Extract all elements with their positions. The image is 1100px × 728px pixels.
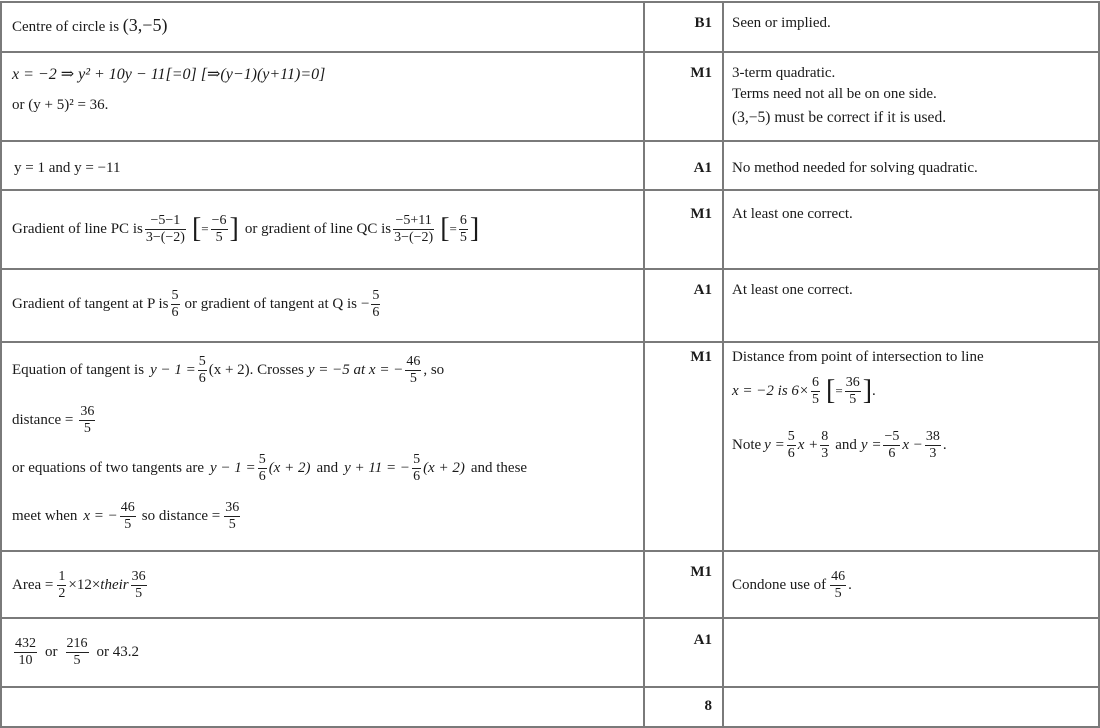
- working-expr: (3,−5): [122, 15, 168, 35]
- numerator: −5−1: [145, 213, 186, 230]
- comment-area: [732, 565, 852, 605]
- expr: x = −: [83, 507, 118, 524]
- denominator: 5: [834, 585, 842, 601]
- fraction: [925, 429, 941, 462]
- mark-m1: M1: [690, 564, 712, 580]
- fraction: [883, 429, 900, 462]
- fraction: [224, 500, 240, 533]
- comment-centre: Seen or implied.: [732, 15, 831, 31]
- denominator: 5: [409, 370, 417, 386]
- working-text: Centre of circle is: [12, 19, 120, 35]
- denominator: 5: [812, 391, 820, 407]
- working-area: [12, 565, 149, 605]
- quadratic-expression: x = −2 ⇒ y² + 10y − 11[=0]: [12, 66, 197, 83]
- working-answer: [12, 632, 139, 672]
- column-divider: [0, 1, 2, 728]
- denominator: 3: [821, 445, 829, 461]
- denominator: 5: [83, 420, 91, 436]
- working-quadratic-line2: or (y + 5)² = 36.: [12, 97, 109, 113]
- factorised-expression: [⇒(y−1)(y+11)=0]: [200, 66, 326, 83]
- row-divider: [0, 189, 1100, 191]
- working-tangent-line4: [12, 496, 242, 536]
- bracket-close: ]: [469, 213, 480, 244]
- pc-fraction: [145, 213, 186, 246]
- expr: y − 1 =: [210, 459, 256, 476]
- mark-b1: B1: [694, 15, 712, 31]
- bracket-close: ]: [862, 375, 873, 406]
- denominator: 10: [18, 652, 33, 668]
- qc-simplified: [459, 213, 468, 246]
- comment-gradient-radius: At least one correct.: [732, 206, 853, 222]
- text: or: [45, 643, 58, 660]
- column-divider: [643, 1, 645, 728]
- mark-a1: A1: [693, 160, 712, 176]
- expr: y − 1 =: [150, 361, 196, 378]
- text: .: [848, 576, 852, 593]
- expr: x −: [902, 436, 923, 453]
- denominator: 5: [849, 391, 857, 407]
- fraction: [57, 569, 66, 602]
- text: , so: [423, 361, 445, 378]
- mark-a1: A1: [693, 282, 712, 298]
- comment-gradient-tangent: At least one correct.: [732, 282, 853, 298]
- text: Note: [732, 436, 762, 453]
- working-gradient-radius: [12, 207, 479, 251]
- numerator: 5: [372, 287, 380, 303]
- working-quadratic-line1: [12, 64, 325, 84]
- denominator: 5: [135, 585, 143, 601]
- row-divider: [0, 1, 1100, 3]
- text: .: [942, 436, 947, 453]
- fraction: [830, 569, 846, 602]
- denominator: 6: [787, 445, 795, 461]
- denominator: 3−(−2): [394, 229, 434, 245]
- column-divider: [722, 1, 724, 728]
- mark-m1: M1: [690, 349, 712, 365]
- denominator: 5: [228, 516, 236, 532]
- bracket-open: [: [191, 213, 202, 244]
- bracket-open: [: [440, 213, 450, 244]
- numerator: 5: [171, 287, 179, 303]
- text: so distance =: [141, 507, 221, 524]
- text: Area =: [12, 576, 54, 593]
- row-divider: [0, 268, 1100, 270]
- numerator: 6: [812, 374, 820, 390]
- numerator: 5: [413, 451, 421, 467]
- equals: =: [201, 221, 209, 236]
- working-solutions: y = 1 and y = −11: [14, 160, 121, 176]
- q-gradient: [371, 288, 380, 321]
- fraction: [79, 404, 95, 437]
- numerator: 6: [459, 212, 467, 228]
- expr: x +: [797, 436, 819, 453]
- row-divider: [0, 140, 1100, 142]
- fraction: [787, 429, 796, 462]
- working-tangent-line1: [12, 350, 444, 390]
- fraction: [412, 452, 421, 485]
- fraction: [131, 569, 147, 602]
- row-divider: [0, 341, 1100, 343]
- text: or 43.2: [96, 643, 139, 660]
- fraction: [258, 452, 267, 485]
- numerator: −5: [884, 428, 900, 444]
- expr: (x + 2): [423, 459, 465, 476]
- comment-line: [732, 372, 876, 410]
- mark-m1: M1: [690, 65, 712, 81]
- text: meet when: [12, 507, 78, 524]
- fraction: [198, 354, 207, 387]
- numerator: 36: [225, 499, 240, 515]
- denominator: 6: [413, 468, 421, 484]
- fraction: [405, 354, 421, 387]
- total-marks: 8: [704, 698, 712, 714]
- numerator: 432: [15, 635, 36, 651]
- denominator: 6: [171, 304, 179, 320]
- text: .: [872, 382, 876, 399]
- mark-a1: A1: [693, 632, 712, 648]
- denominator: 3−(−2): [145, 229, 185, 245]
- fraction: [14, 636, 37, 669]
- numerator: 46: [406, 353, 421, 369]
- qc-label: or gradient of line QC is: [244, 220, 392, 237]
- text: and: [316, 459, 339, 476]
- expr: (x + 2): [268, 459, 311, 476]
- text: and these: [470, 459, 528, 476]
- denominator: 6: [888, 445, 896, 461]
- numerator: −6: [211, 212, 227, 228]
- fraction: [66, 636, 89, 669]
- expr: y =: [860, 436, 882, 453]
- equals: =: [449, 221, 457, 236]
- comment-line: [732, 425, 947, 465]
- qc-fraction: [393, 213, 434, 246]
- working-gradient-tangent: [12, 284, 382, 324]
- numerator: 216: [66, 635, 88, 651]
- comment-line: Distance from point of intersection to line: [732, 349, 984, 365]
- row-divider: [0, 686, 1100, 688]
- text: or equations of two tangents are: [12, 459, 205, 476]
- denominator: 5: [73, 652, 81, 668]
- row-divider: [0, 550, 1100, 552]
- comment-line: (3,−5) must be correct if it is used.: [732, 109, 947, 126]
- minus-sign: −: [360, 295, 370, 312]
- comment-line: Terms need not all be on one side.: [732, 86, 937, 102]
- denominator: 5: [124, 516, 132, 532]
- comment-solutions: No method needed for solving quadratic.: [732, 160, 978, 176]
- mark-m1: M1: [690, 206, 712, 222]
- fraction: [845, 375, 861, 408]
- denominator: 5: [215, 229, 223, 245]
- expr: y =: [764, 436, 785, 453]
- numerator: 38: [925, 428, 940, 444]
- numerator: 36: [131, 568, 146, 584]
- denominator: 2: [58, 585, 66, 601]
- numerator: 5: [258, 451, 266, 467]
- denominator: 6: [372, 304, 380, 320]
- p-gradient: [171, 288, 180, 321]
- numerator: 1: [58, 568, 66, 584]
- their-text: their: [100, 576, 129, 593]
- numerator: −5+11: [393, 213, 434, 230]
- equals: =: [835, 383, 843, 398]
- pc-simplified: [211, 213, 228, 246]
- numerator: 5: [787, 428, 795, 444]
- row-divider: [0, 51, 1100, 53]
- denominator: 5: [459, 229, 467, 245]
- comment-line: 3-term quadratic.: [732, 65, 836, 81]
- working-centre: [12, 15, 167, 36]
- working-tangent-line2: [12, 400, 97, 440]
- denominator: 6: [258, 468, 266, 484]
- numerator: 36: [845, 374, 860, 390]
- denominator: 6: [198, 370, 206, 386]
- p-label: Gradient of tangent at P is: [12, 295, 169, 312]
- q-label: or gradient of tangent at Q is: [184, 295, 357, 312]
- text: Equation of tangent is: [12, 361, 145, 378]
- text: (x + 2). Crosses: [208, 361, 304, 378]
- numerator: 46: [831, 568, 846, 584]
- numerator: 46: [120, 499, 135, 515]
- denominator: 3: [929, 445, 937, 461]
- text: distance =: [12, 411, 74, 428]
- expr: x = −2 is 6×: [732, 382, 810, 399]
- numerator: 5: [198, 353, 206, 369]
- expr: ×12×: [68, 576, 101, 593]
- row-divider: [0, 617, 1100, 619]
- working-tangent-line3: [12, 448, 527, 488]
- fraction: [811, 375, 820, 408]
- bracket-open: [: [826, 375, 836, 406]
- text: and: [835, 436, 857, 453]
- bracket-close: ]: [229, 213, 239, 244]
- expr: y = −5 at x = −: [307, 361, 404, 378]
- fraction: [820, 429, 829, 462]
- numerator: 8: [821, 428, 829, 444]
- expr: y + 11 = −: [344, 459, 411, 476]
- numerator: 36: [80, 403, 95, 419]
- pc-label: Gradient of line PC is: [12, 220, 143, 237]
- fraction: [120, 500, 136, 533]
- text: Condone use of: [732, 576, 827, 593]
